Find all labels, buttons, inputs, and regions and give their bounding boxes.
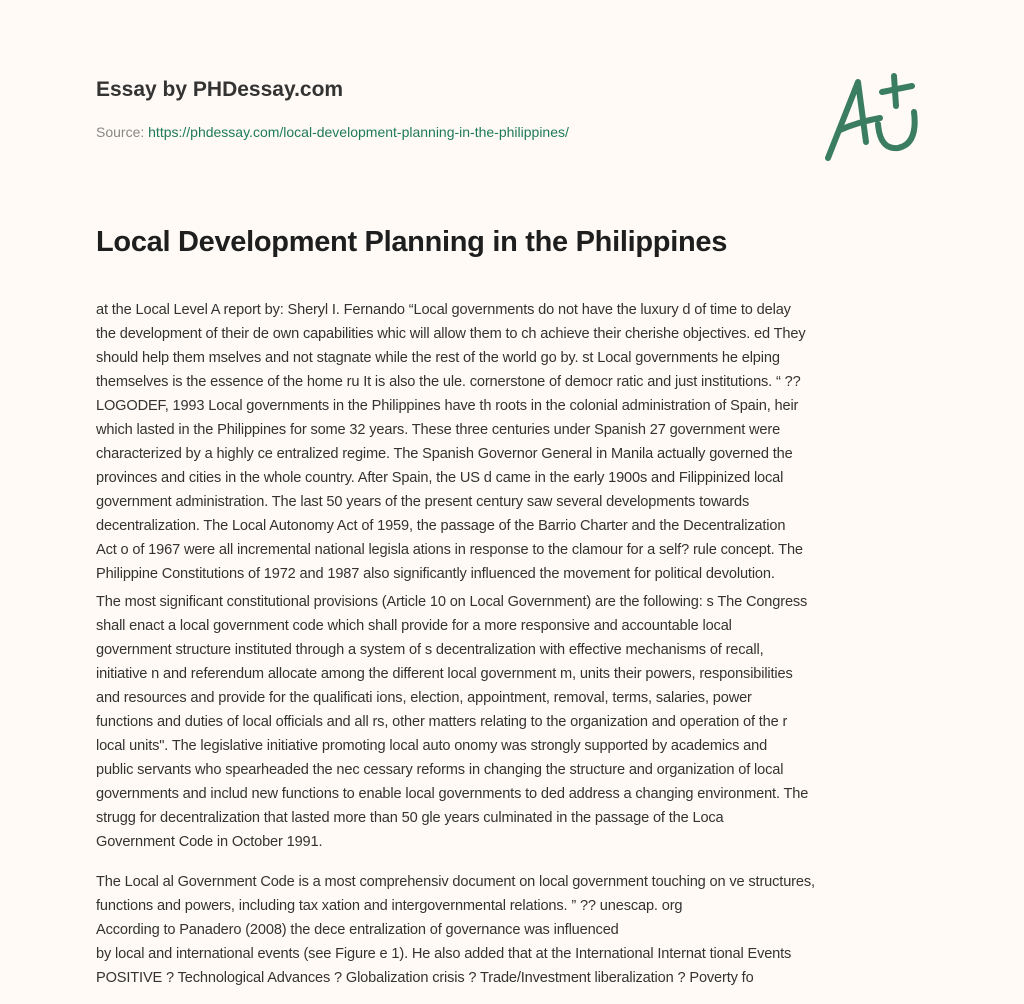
a-plus-logo-icon xyxy=(818,72,930,164)
paragraph-line: should help them mselves and not stagnate while the rest of the world go by. st Local governments he elping xyxy=(96,350,780,366)
paragraph-line: Act o of 1967 were all incremental national legisla ations in response to the clamour for a self? rule concept. The xyxy=(96,542,803,558)
paragraph-line: functions and powers, including tax xation and intergovernmental relations. ” ?? unescap. org xyxy=(96,898,683,914)
paragraph-line: initiative n and referendum allocate among the different local government m, units their powers, responsibilities xyxy=(96,666,793,682)
paragraph-line: public servants who spearheaded the nec cessary reforms in changing the structure and organization of local xyxy=(96,762,784,778)
paragraph-line: According to Panadero (2008) the dece entralization of governance was influenced xyxy=(96,922,619,938)
paragraph-line: and resources and provide for the qualificati ions, election, appointment, removal, terms, salaries, power xyxy=(96,690,752,706)
paragraph-line: government administration. The last 50 years of the present century saw several developments towards xyxy=(96,494,750,510)
paragraph-line: functions and duties of local officials and all rs, other matters relating to the organization and operation of the r xyxy=(96,714,788,730)
brand-title: Essay by PHDessay.com xyxy=(96,78,344,101)
paragraph-line: the development of their de own capabilities whic will allow them to ch achieve their cherishe objectives. ed They xyxy=(96,326,806,342)
paragraph-line: strugg for decentralization that lasted more than 50 gle years culminated in the passage of the Loca xyxy=(96,810,724,826)
paragraph-line: provinces and cities in the whole country. After Spain, the US d came in the early 1900s and Filippinized local xyxy=(96,470,784,486)
essay-paragraph-2 xyxy=(96,590,808,854)
source-link[interactable]: https://phdessay.com/local-development-planning-in-the-philippines/ xyxy=(148,124,569,140)
paragraph-line: by local and international events (see Figure e 1). He also added that at the International Internat tional Events xyxy=(96,946,792,962)
paragraph-line: which lasted in the Philippines for some 32 years. These three centuries under Spanish 27 government were xyxy=(96,422,781,438)
paragraph-line: POSITIVE ? Technological Advances ? Globalization crisis ? Trade/Investment liberalization ? Poverty fo xyxy=(96,970,754,986)
page-title: Local Development Planning in the Philippines xyxy=(96,226,728,258)
paragraph-line: at the Local Level A report by: Sheryl I. Fernando “Local governments do not have the luxury d of time to delay xyxy=(96,302,791,318)
paragraph-line: government structure instituted through a system of s decentralization with effective mechanisms of recall, xyxy=(96,642,764,658)
essay-paragraph-1 xyxy=(96,298,805,586)
source-label: Source: xyxy=(96,124,149,140)
paragraph-line: Philippine Constitutions of 1972 and 1987 also significantly influenced the movement for political devolution. xyxy=(96,566,775,582)
paragraph-line: decentralization. The Local Autonomy Act of 1959, the passage of the Barrio Charter and the Decentralization xyxy=(96,518,786,534)
paragraph-line: characterized by a highly ce entralized regime. The Spanish Governor General in Manila actually governed the xyxy=(96,446,793,462)
paragraph-line: Government Code in October 1991. xyxy=(96,834,323,850)
essay-paragraph-3 xyxy=(96,870,815,990)
paragraph-line: themselves is the essence of the home ru It is also the ule. cornerstone of democr ratic and just institutions. “ ?? xyxy=(96,374,801,390)
paragraph-line: LOGODEF, 1993 Local governments in the Philippines have th roots in the colonial administration of Spain, heir xyxy=(96,398,799,414)
paragraph-line: governments and includ new functions to enable local governments to ded address a changing environment. The xyxy=(96,786,809,802)
paragraph-line: The Local al Government Code is a most comprehensiv document on local government touching on ve structures, xyxy=(96,874,815,890)
paragraph-line: The most significant constitutional provisions (Article 10 on Local Government) are the following: s The Congress xyxy=(96,594,808,610)
paragraph-line: shall enact a local government code which shall provide for a more responsive and accountable local xyxy=(96,618,732,634)
paragraph-line: local units". The legislative initiative promoting local auto onomy was strongly supported by academics and xyxy=(96,738,768,754)
source-line xyxy=(96,124,569,140)
